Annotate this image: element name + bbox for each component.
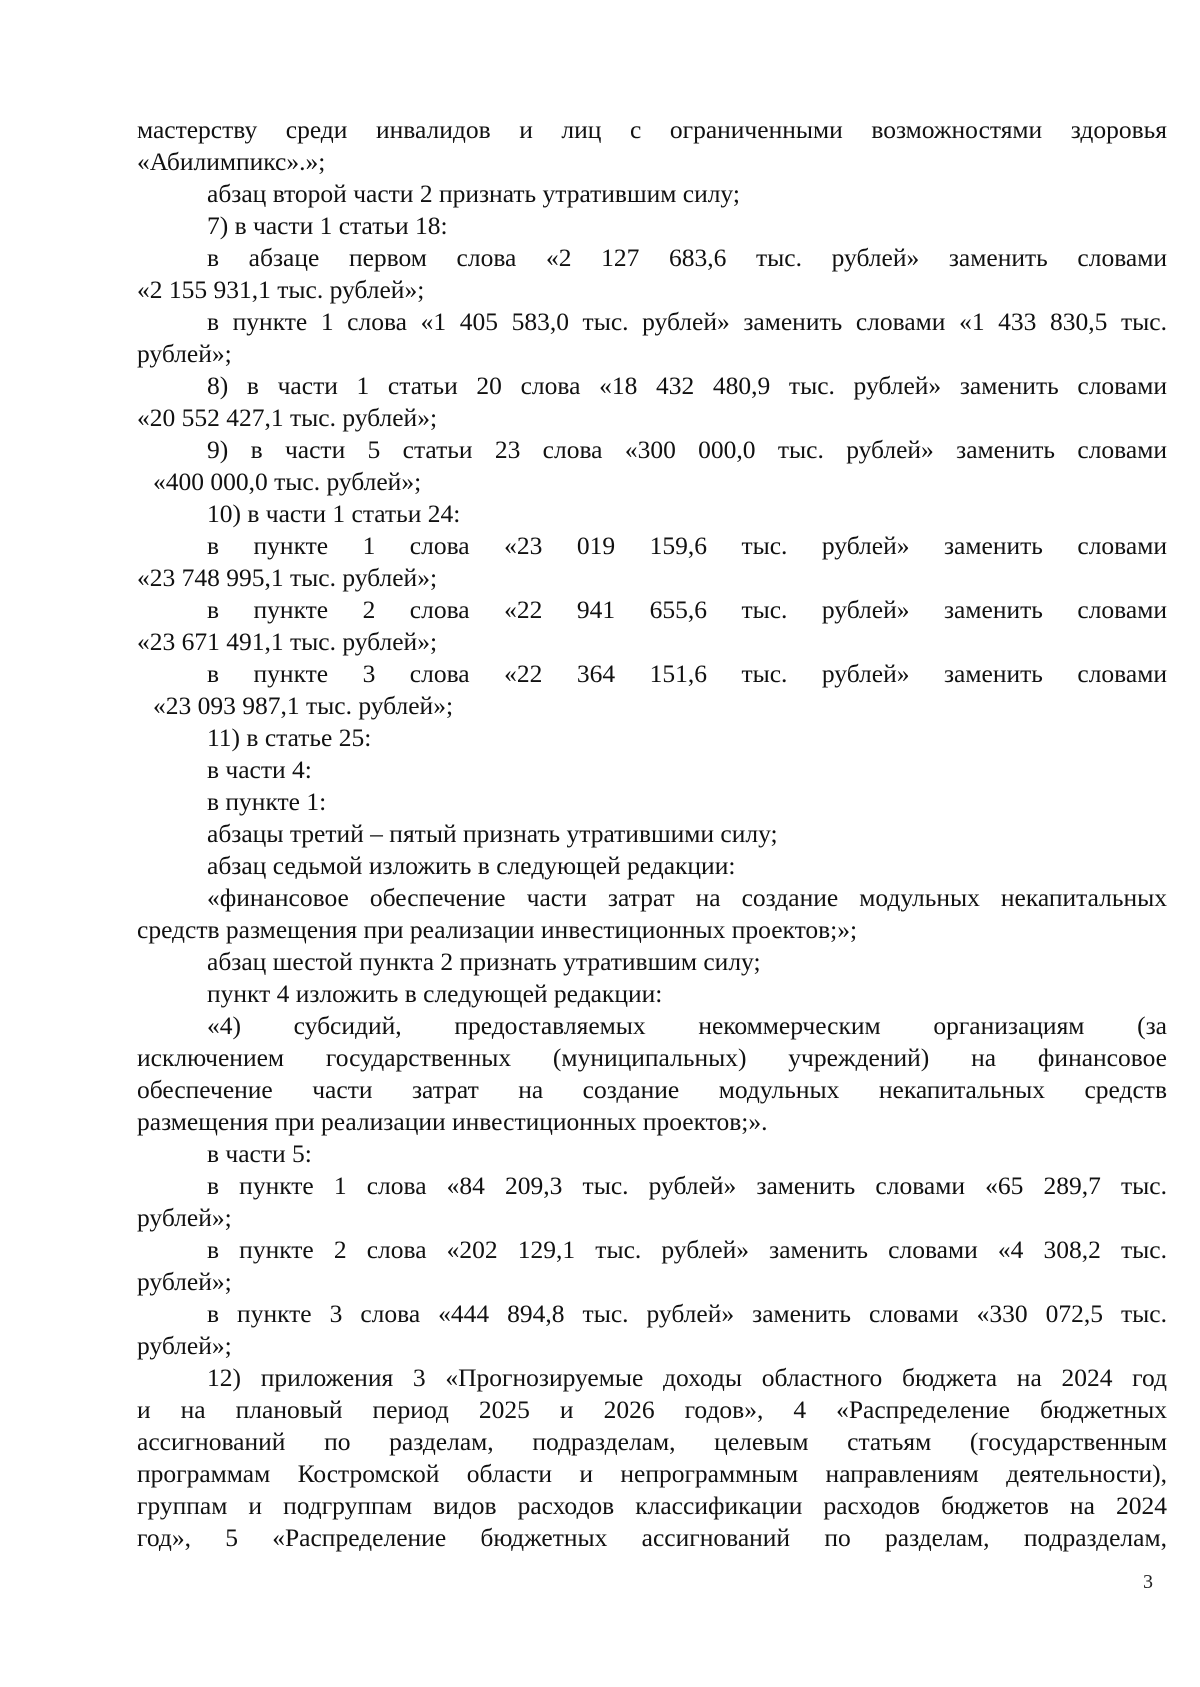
- text-line: абзац шестой пункта 2 признать утратившим силу;: [207, 947, 761, 976]
- text-line: группам и подгруппам видов расходов классификации расходов бюджетов на 2024: [137, 1491, 1167, 1520]
- text-line: 10) в части 1 статьи 24:: [207, 499, 461, 528]
- text-line: абзац второй части 2 признать утратившим силу;: [207, 179, 740, 208]
- text-line: ассигнований по разделам, подразделам, целевым статьям (государственным: [137, 1427, 1167, 1456]
- text-line: исключением государственных (муниципальных) учреждений) на финансовое: [137, 1043, 1167, 1072]
- text-line: «2 155 931,1 тыс. рублей»;: [137, 275, 425, 304]
- text-line: в пункте 2 слова «22 941 655,6 тыс. рублей» заменить словами: [207, 595, 1167, 624]
- text-line: год», 5 «Распределение бюджетных ассигнований по разделам, подразделам,: [137, 1523, 1167, 1552]
- text-line: в пункте 2 слова «202 129,1 тыс. рублей» заменить словами «4 308,2 тыс.: [207, 1235, 1167, 1264]
- text-line: 11) в статье 25:: [207, 723, 372, 752]
- text-line: пункт 4 изложить в следующей редакции:: [207, 979, 663, 1008]
- document-body: [137, 114, 1167, 1554]
- text-line: в части 5:: [207, 1139, 312, 1168]
- text-line: размещения при реализации инвестиционных проектов;».: [137, 1107, 768, 1136]
- text-line: «финансовое обеспечение части затрат на создание модульных некапитальных: [207, 883, 1167, 912]
- text-line: в пункте 1 слова «1 405 583,0 тыс. рублей» заменить словами «1 433 830,5 тыс.: [207, 307, 1167, 336]
- text-line: в пункте 1 слова «84 209,3 тыс. рублей» заменить словами «65 289,7 тыс.: [207, 1171, 1167, 1200]
- text-line: в абзаце первом слова «2 127 683,6 тыс. рублей» заменить словами: [207, 243, 1167, 272]
- text-line: в пункте 1 слова «23 019 159,6 тыс. рублей» заменить словами: [207, 531, 1167, 560]
- text-line: «23 748 995,1 тыс. рублей»;: [137, 563, 438, 592]
- text-line: 8) в части 1 статьи 20 слова «18 432 480,9 тыс. рублей» заменить словами: [207, 371, 1167, 400]
- text-line: средств размещения при реализации инвестиционных проектов;»;: [137, 915, 858, 944]
- text-line: в пункте 3 слова «444 894,8 тыс. рублей» заменить словами «330 072,5 тыс.: [207, 1299, 1167, 1328]
- page-number: 3: [1143, 1571, 1153, 1593]
- text-line: абзац седьмой изложить в следующей редакции:: [207, 851, 736, 880]
- text-line: 9) в части 5 статьи 23 слова «300 000,0 тыс. рублей» заменить словами: [207, 435, 1167, 464]
- text-line: в пункте 3 слова «22 364 151,6 тыс. рублей» заменить словами: [207, 659, 1167, 688]
- text-line: «4) субсидий, предоставляемых некоммерческим организациям (за: [207, 1011, 1167, 1040]
- text-line: рублей»;: [137, 339, 232, 368]
- text-line: рублей»;: [137, 1203, 232, 1232]
- text-line: «400 000,0 тыс. рублей»;: [153, 467, 422, 496]
- text-line: обеспечение части затрат на создание модульных некапитальных средств: [137, 1075, 1167, 1104]
- text-line: «23 093 987,1 тыс. рублей»;: [153, 691, 454, 720]
- text-line: «20 552 427,1 тыс. рублей»;: [137, 403, 438, 432]
- text-line: рублей»;: [137, 1331, 232, 1360]
- text-line: мастерству среди инвалидов и лиц с ограниченными возможностями здоровья: [137, 115, 1167, 144]
- text-line: рублей»;: [137, 1267, 232, 1296]
- text-line: абзацы третий – пятый признать утратившими силу;: [207, 819, 778, 848]
- text-line: «23 671 491,1 тыс. рублей»;: [137, 627, 438, 656]
- text-line: в пункте 1:: [207, 787, 327, 816]
- text-line: 7) в части 1 статьи 18:: [207, 211, 448, 240]
- text-line: 12) приложения 3 «Прогнозируемые доходы областного бюджета на 2024 год: [207, 1363, 1167, 1392]
- text-line: и на плановый период 2025 и 2026 годов», 4 «Распределение бюджетных: [137, 1395, 1167, 1424]
- text-line: в части 4:: [207, 755, 312, 784]
- text-line: программам Костромской области и непрограммным направлениям деятельности),: [137, 1459, 1167, 1488]
- text-line: «Абилимпикс».»;: [137, 147, 326, 176]
